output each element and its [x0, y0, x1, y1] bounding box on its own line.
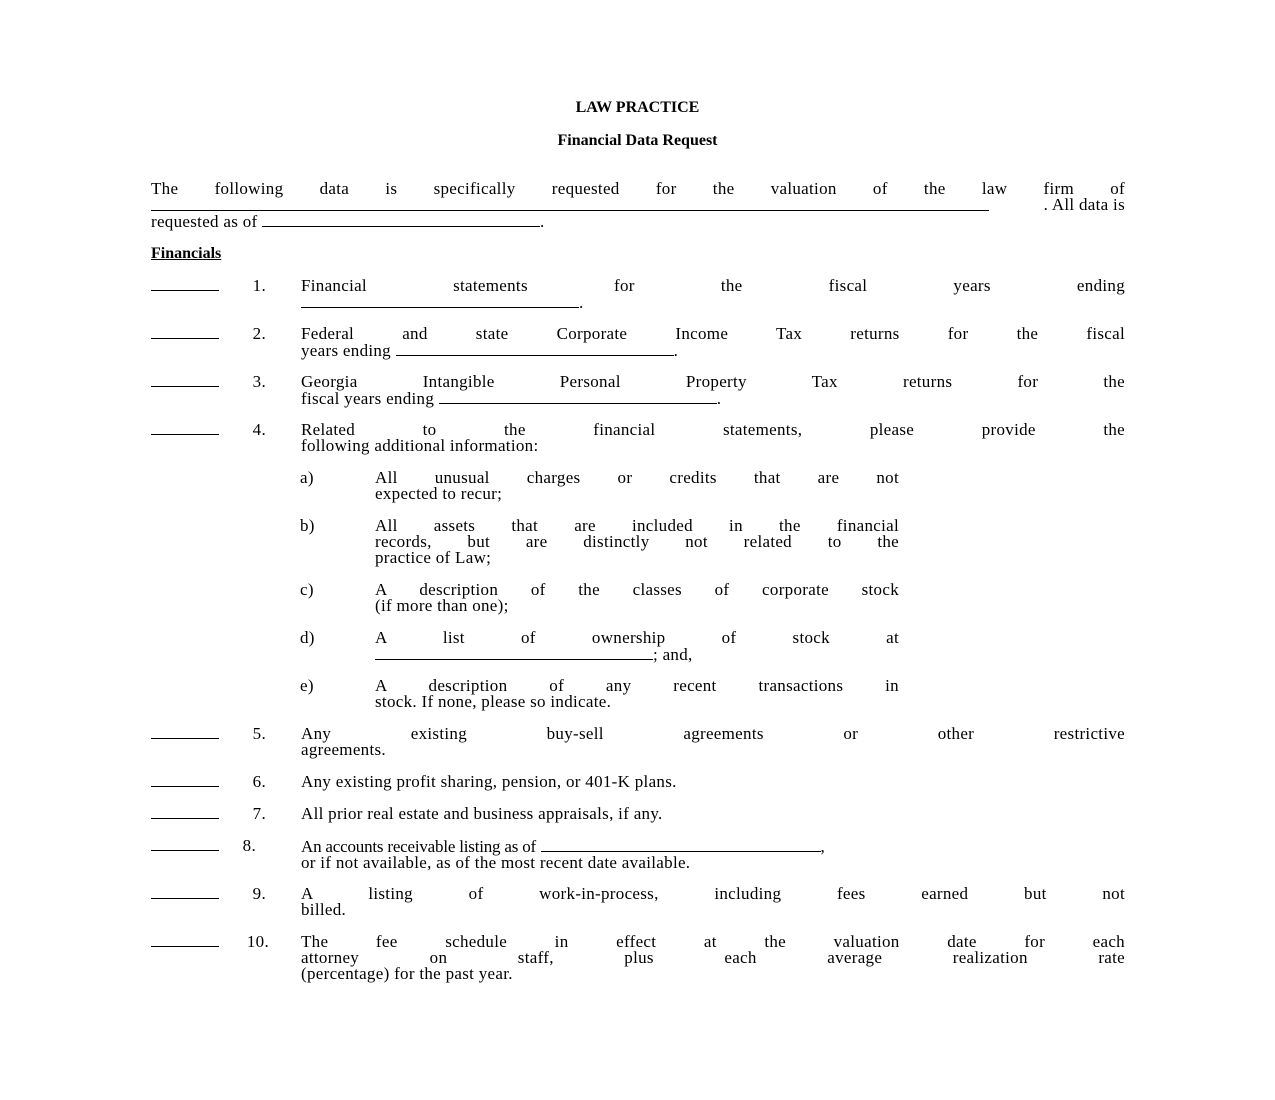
checkoff-blank[interactable] — [151, 818, 219, 819]
item-number: 4. — [252, 420, 266, 439]
intro-line-3-tail: . — [540, 212, 545, 231]
item-text: An accounts receivable listing as of — [301, 837, 536, 856]
intro-line-1: The following data is specifically requested for the valuation of the law firm of — [151, 179, 1125, 198]
intro-paragraph — [151, 181, 1125, 230]
item-number: 7. — [252, 804, 266, 823]
fiscal-years-blank[interactable] — [396, 342, 674, 356]
checkoff-blank[interactable] — [151, 386, 219, 387]
item-text: Related to the financial statements, please provide the — [301, 420, 1125, 439]
checkoff-blank[interactable] — [151, 338, 219, 339]
document-title: LAW PRACTICE — [575, 99, 700, 116]
item-number: 5. — [252, 724, 266, 743]
item-text: A listing of work-in-process, including fees earned but not — [301, 884, 1125, 903]
receivables-date-blank[interactable] — [541, 838, 821, 852]
item-number: 9. — [252, 884, 266, 903]
intro-line-3-head: requested as of — [151, 212, 258, 231]
checkoff-blank[interactable] — [151, 850, 219, 851]
sub-item-label: c) — [300, 580, 314, 599]
item-number: 3. — [252, 372, 266, 391]
item-text: Financial statements for the fiscal years ending — [301, 276, 1125, 295]
item-number: 2. — [252, 324, 266, 343]
item-number: 8. — [242, 836, 256, 855]
checkoff-blank[interactable] — [151, 786, 219, 787]
sub-item-label: e) — [300, 676, 314, 695]
item-text: Georgia Intangible Personal Property Tax returns for the — [301, 372, 1125, 391]
checkoff-blank[interactable] — [151, 434, 219, 435]
item-text: The fee schedule in effect at the valuation date for each — [301, 932, 1125, 951]
as-of-date-blank[interactable] — [262, 213, 540, 227]
sub-item-label: d) — [300, 628, 315, 647]
item-text: Any existing profit sharing, pension, or 401-K plans. — [301, 772, 677, 791]
fiscal-years-blank[interactable] — [301, 294, 579, 308]
checkoff-blank[interactable] — [151, 898, 219, 899]
checkoff-blank[interactable] — [151, 738, 219, 739]
checkoff-blank[interactable] — [151, 290, 219, 291]
section-heading-financials: Financials — [151, 245, 222, 262]
law-firm-name-blank[interactable] — [151, 197, 989, 211]
ownership-date-blank[interactable] — [375, 646, 653, 660]
item-number: 10. — [246, 932, 269, 951]
item-text: Federal and state Corporate Income Tax returns for the fiscal — [301, 324, 1125, 343]
item-number: 1. — [252, 276, 266, 295]
document-subtitle: Financial Data Request — [557, 132, 718, 149]
checkoff-blank[interactable] — [151, 946, 219, 947]
item-text: Any existing buy-sell agreements or other restrictive — [301, 724, 1125, 743]
item-text: All prior real estate and business appraisals, if any. — [301, 804, 663, 823]
fiscal-years-blank[interactable] — [439, 390, 717, 404]
sub-item-label: a) — [300, 468, 314, 487]
item-number: 6. — [252, 772, 266, 791]
document-page: LAW PRACTICE Financial Data Request The following data is specifically requested for the valuation of the law firm of . All data is requested as of . Financials 1. Financial statements for the fiscal years ending . 2. Federal and state Corporate Income Tax returns for the fiscal years ending . 3. Georgia Intangible Personal Property Tax returns for the fiscal years ending . 4. Related to the financial statements, please provide the following additional information: a) All unusual charges or credits that are not expected to recur; b) All assets that are included in the financial records, but are distinctly not related to the practice of Law; c) A description of the classes of corporate stock (if more than one); d) A list of ownership of stock at ; and, e) A description of any recent transactions in stock. If none, please so indicate. 5. Any existing buy-sell agreements or other restrictive agreements. 6. Any existing profit sharing, pension, or 401-K plans. 7. All prior real estate and business appraisals, if any. 8. An accounts receivable listing as of , or if not available, as of the most recent date available. 9. A listing of work-in-process, including fees earned but not billed. 10. The fee schedule in effect at the valuation date for each attorney on staff, plus each average realization rate (percentage) for the past year. — [0, 0, 1275, 1100]
intro-line-2-tail: . All data is — [1043, 195, 1125, 214]
sub-item-label: b) — [300, 516, 315, 535]
